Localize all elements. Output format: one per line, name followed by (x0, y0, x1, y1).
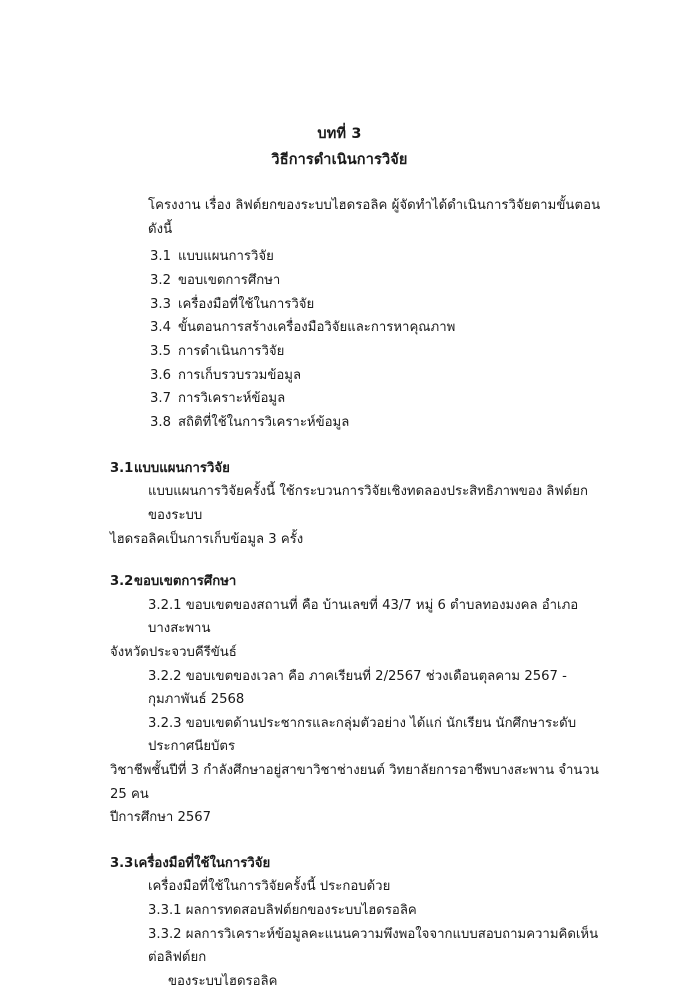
outline-item-label: ขั้นตอนการสร้างเครื่องมือวิจัยและการหาคุณภาพ (178, 316, 455, 340)
subsection-line: 3.2.1 ขอบเขตของสถานที่ คือ บ้านเลขที่ 43/7 หมู่ 6 ตำบลทองมงคล อำเภอบางสะพาน (110, 594, 602, 641)
section-heading-3-1 (110, 457, 602, 481)
outline-item-number: 3.6 (150, 364, 178, 388)
subsection-line: ปีการศึกษา 2567 (110, 806, 602, 830)
paragraph-line: แบบแผนการวิจัยครั้งนี้ ใช้กระบวนการวิจัยเชิงทดลองประสิทธิภาพของ ลิฟต์ยกของระบบ (110, 480, 602, 527)
outline-item-number: 3.1 (150, 245, 178, 269)
subsection-line: 3.3.1 ผลการทดสอบลิฟต์ยกของระบบไฮดรอลิค (110, 899, 602, 923)
outline-item-number: 3.3 (150, 293, 178, 317)
subsection-line: 3.2.3 ขอบเขตด้านประชากรและกลุ่มตัวอย่าง ได้แก่ นักเรียน นักศึกษาระดับประกาศนียบัตร (110, 712, 602, 759)
subsection-3-2-1 (110, 594, 602, 665)
chapter-subtitle: วิธีการดำเนินการวิจัย (0, 148, 679, 173)
subsection-3-3-2 (110, 923, 602, 993)
subsection-line: 3.3.2 ผลการวิเคราะห์ข้อมูลคะแนนความพึงพอใจจากแบบสอบถามความคิดเห็นต่อลิฟต์ยก (110, 923, 602, 970)
section-heading-3-2 (110, 570, 602, 594)
outline-item-number: 3.4 (150, 316, 178, 340)
outline-item-label: การเก็บรวบรวมข้อมูล (178, 364, 301, 388)
document-body (110, 194, 602, 993)
subsection-line: วิชาชีพชั้นปีที่ 3 กำลังศึกษาอยู่สาขาวิชาช่างยนต์ วิทยาลัยการอาชีพบางสะพาน จำนวน 25 คน (110, 759, 602, 806)
list-item (150, 245, 602, 269)
chapter-title-block (0, 122, 679, 173)
outline-item-label: สถิติที่ใช้ในการวิเคราะห์ข้อมูล (178, 411, 349, 435)
outline-item-label: การวิเคราะห์ข้อมูล (178, 387, 285, 411)
subsection-3-2-2 (110, 665, 602, 712)
outline-item-label: เครื่องมือที่ใช้ในการวิจัย (178, 293, 314, 317)
list-item (150, 387, 602, 411)
section-number: 3.1 (110, 457, 134, 481)
outline-item-label: แบบแผนการวิจัย (178, 245, 274, 269)
outline-item-label: การดำเนินการวิจัย (178, 340, 284, 364)
chapter-outline-list (110, 245, 602, 435)
section-heading-3-3 (110, 852, 602, 876)
outline-item-number: 3.7 (150, 387, 178, 411)
outline-item-label: ขอบเขตการศึกษา (178, 269, 280, 293)
outline-item-number: 3.8 (150, 411, 178, 435)
subsection-line: จังหวัดประจวบคีรีขันธ์ (110, 641, 602, 665)
paragraph-line: ไฮดรอลิคเป็นการเก็บข้อมูล 3 ครั้ง (110, 528, 602, 552)
chapter-title: บทที่ 3 (0, 122, 679, 147)
section-3-3-body (110, 875, 602, 899)
list-item (150, 316, 602, 340)
list-item (150, 269, 602, 293)
section-title: ขอบเขตการศึกษา (134, 574, 236, 589)
list-item (150, 340, 602, 364)
outline-item-number: 3.2 (150, 269, 178, 293)
section-title: แบบแผนการวิจัย (134, 461, 230, 476)
subsection-3-2-3 (110, 712, 602, 830)
section-number: 3.2 (110, 570, 134, 594)
outline-item-number: 3.5 (150, 340, 178, 364)
section-3-1-body (110, 480, 602, 551)
subsection-line: 3.2.2 ขอบเขตของเวลา คือ ภาคเรียนที่ 2/2567 ช่วงเดือนตุลคาม 2567 - กุมภาพันธ์ 2568 (110, 665, 602, 712)
subsection-3-3-1 (110, 899, 602, 923)
subsection-line: ของระบบไฮดรอลิค (110, 970, 602, 993)
paragraph-line: เครื่องมือที่ใช้ในการวิจัยครั้งนี้ ประกอบด้วย (110, 875, 602, 899)
section-number: 3.3 (110, 852, 134, 876)
intro-paragraph: โครงงาน เรื่อง ลิฟต์ยกของระบบไฮดรอลิค ผู้จัดทำได้ดำเนินการวิจัยตามขั้นตอนดังนี้ (110, 194, 602, 241)
list-item (150, 293, 602, 317)
list-item (150, 364, 602, 388)
list-item (150, 411, 602, 435)
section-title: เครื่องมือที่ใช้ในการวิจัย (134, 856, 270, 871)
